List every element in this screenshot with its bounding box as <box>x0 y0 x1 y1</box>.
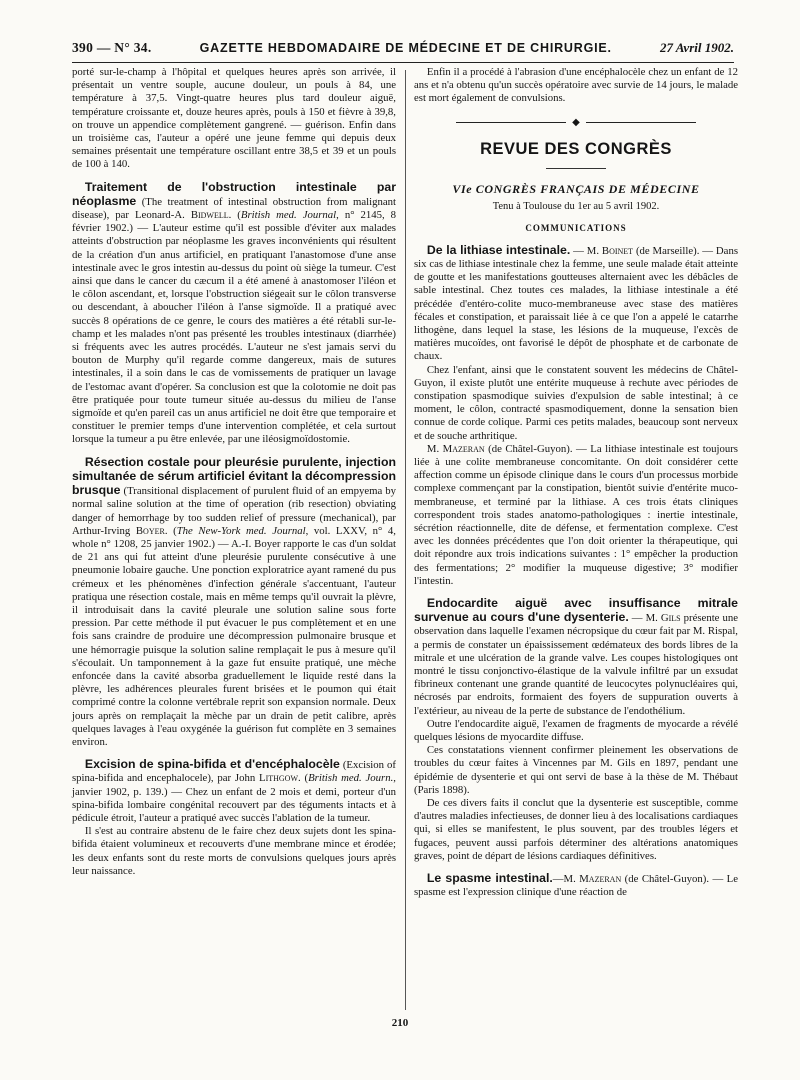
article-ref: (The treatment of intestinal obstruction from malignant disease), par Leonard-A. <box>72 195 396 222</box>
article-source: British med. Journal <box>240 209 337 222</box>
article-author: Lithgow <box>259 772 299 785</box>
article-source: British med. Journ. <box>308 772 394 785</box>
article-body: présente une observation dans laquelle l'examen nécropsique du cœur fait par M. Rispal, a permis de constater un épaississement œdémateux des bords libres de la mitrale et une ulcération de la grande valve. Les coupes histologiques ont montré le tissu conjonctivo-élastique de la valvule infiltré par un exsudat fibrineux contenant une grande quantité de leucocytes polynucléaires qui, nécrosés par endroits, formaient des foyers de suppuration ouverts à l'extérieur, au niveau de la perte de substance de l'endothélium. <box>414 612 739 717</box>
article-title: Le spasme intestinal. <box>426 871 553 886</box>
article-paragraph: Outre l'endocardite aiguë, l'examen de fragments de myocarde a révélé quelques lésions de myocardite diffuse. <box>414 717 738 744</box>
article-author: Bidwell <box>190 209 229 222</box>
article-body: A.-I. Boyer rapporte le cas d'un soldat de 21 ans qui fut atteint d'une pleurésie purulente consécutive à une pneumonie lobaire gauche. Une ponction exploratrice ayant ramené du pus crémeux et les phénomènes d'infection générale s'accentuant, l'auteur pratiqua une résection costale, mais en même temps qu'il ouvrait la plèvre, il introduisait dans la cavité pleurale une solution saline sous forte pression. Par cette méthode il put évacuer le pus complètement et en une fois sans craindre de produire une décompression pulmonaire brusque et une hémorragie puisque la solution saline remplaçait le pus à mesure qu'il s'écoulait. Un tamponnement à la gaze fut ensuite pratiqué, une mèche enfoncée dans la cavité absorba graduellement le liquide resté dans la plèvre, les adhérences pleurales furent brisées et le poumon qui était comprimé contre la colonne vertébrale reprit son expansion normale. Deux jours après on remplaçait la mèche par un drain de petit calibre, après quelques lavages à l'eau oxygénée la guérison fut complète en 3 semaines environ. <box>72 537 397 748</box>
article-endocardite <box>414 597 738 863</box>
article-ref: —M. <box>552 873 580 886</box>
article-source: The New-York med. Journal <box>176 524 306 537</box>
header-page-issue: 390 — N° 34. <box>72 40 152 55</box>
article-ref: — M. <box>628 612 661 625</box>
article-title: Endocardite aiguë avec insuffisance mitrale survenue au cours d'une dysenterie. <box>414 595 738 625</box>
article-title: Excision de spina-bifida et d'encéphalocèle <box>84 757 340 772</box>
right-column <box>414 66 738 899</box>
diamond-ornament-icon: ◆ <box>572 116 580 128</box>
article-ref: (Transitional displacement of purulent fluid of an empyema by normal saline solution at the time of operation (rib resection) obviating danger of hemorrhage by too sudden relief of pressure (mechanical), par Arthur-Irving <box>72 485 396 537</box>
left-column <box>72 66 396 878</box>
article-author: Boyer <box>135 524 165 537</box>
article-ref: . ( <box>298 772 309 785</box>
article-ref: (de Marseille). — <box>633 244 716 257</box>
article-title: Résection costale pour pleurésie purulente, injection simultanée de sérum artificiel évitant la décompression brusque <box>72 454 396 498</box>
congress-title: VIe CONGRÈS FRANÇAIS DE MÉDECINE <box>452 182 700 197</box>
article-spasme <box>414 872 738 899</box>
header-date: 27 Avril 1902. <box>659 40 734 55</box>
article-resection-costale <box>72 456 396 749</box>
left-intro: porté sur-le-champ à l'hôpital et quelques heures après son arrivée, il présentait un ventre souple, aucune douleur, un pouls à 84, une température à 37,5. Vingt-quatre heures plus tard douleur aiguë, température croissante et, douze heures après, pouls à 150 et fièvre à 39,8, on trouve un appendice complètement gangrené. — guérison. Enfin dans un troisième cas, l'auteur a opéré une jeune femme qui depuis deux semaines présentait une température oscillant entre 38,5 et 39 et un pouls de 100 à 140. <box>72 66 396 171</box>
congress-subtitle: Tenu à Toulouse du 1er au 5 avril 1902. <box>492 201 660 213</box>
article-title: Traitement de l'obstruction intestinale par néoplasme <box>72 179 396 208</box>
article-ref: . ( <box>228 209 241 222</box>
article-body: Chez un enfant de 2 mois et demi, porteur d'un spina-bifida lombaire congénital recouvert par des téguments intacts et à pédicule étroit, l'auteur a pratiqué avec succès l'ablation de la tumeur. <box>72 785 396 824</box>
article-spina-bifida <box>72 758 396 878</box>
article-paragraph: Ces constatations viennent confirmer pleinement les observations de troubles du cœur faites à Vincennes par M. Gils en 1897, pendant une épidémie de dysenterie et qui ont servi de base à la thèse de M. Thébaut (Paris 1898). <box>414 744 738 796</box>
article-paragraph: (de Châtel-Guyon). — La lithiase intestinale est toujours liée à une colite membraneuse concomitante. On doit considérer cette affection comme un épisode clinique dans le cours d'un processus morbide complexe commençant par la constipation, bientôt suivie d'entérite muco-membraneuse, et terminé par la lithiase. A ces trois états cliniques correspondent trois stades anatomo-pathologiques : inertie intestinale, sécrétion réactionnelle, dite de défense, et fermentation complexe. C'est avec les données précédentes que l'on doit orienter la thérapeutique, qui doit répondre aux trois indications suivantes : 1° empêcher la production des fermentations; 2° modifier la muqueuse digestive; 3° modifier l'intestin. <box>414 442 738 587</box>
article-lithiase: De la lithiase intestinale. — M. Boinet (de Marseille). — Dans six cas de lithiase intestinale chez la femme, une seule malade était atteinte de goutte et les manifestations goutteuses alternaient avec les débâcles de sable intestinal. Chez toutes ces malades, la lithiase intestinale a été précédée d'entéro-colite muco-membraneuse avec stase des matières fécales et constipation, et paraissait liée à ce que l'on a appelé le catarrhe lithogène, dans lequel la stase, les lésions de la muqueuse, l'excès de matières mucoïdes, ont favorisé le dépôt de phosphate et de carbonate de chaux. Chez l'enfant, ainsi que le constatent souvent les médecins de Châtel-Guyon, il existe plutôt une entérite muqueuse à rechute avec périodes de constipation spasmodique suivies d'expulsion de sable intestinal; à ce moment, le côlon, contracté spasmodiquement, donne la sensation bien connue de corde colique. Parmi ces petits malades, beaucoup sont nerveux et de souche arthritique. M. Mazeran (de Châtel-Guyon). — La lithiase intestinale est toujours liée à une colite membraneuse concomitante. On doit considérer cette affection comme un épisode clinique dans le cours d'un processus morbide complexe commençant par la constipation, bientôt suivie d'entérite muco-membraneuse, et terminé par la lithiase. A ces trois états cliniques correspondent trois stades anatomo-pathologiques : inertie intestinale, sécrétion réactionnelle, dite de défense, et fermentation complexe. C'est avec les données précédentes que l'on doit orienter la thérapeutique, qui doit répondre aux trois indications suivantes : 1° empêcher la production des fermentations; 2° modifier la muqueuse digestive; 3° modifier l'intestin. <box>414 242 738 587</box>
article-ref: (de Châtel-Guyon). — <box>621 873 727 886</box>
article-author: Gils <box>660 612 681 625</box>
article-body: Le spasme est l'expression clinique d'une réaction de <box>414 873 738 899</box>
article-ref: — M. <box>570 244 602 257</box>
article-ref: . ( <box>164 524 177 537</box>
article-body: L'auteur estime qu'il est possible d'éviter aux malades atteints d'obstruction par néoplasme les graves inconvénients qui résultent de la création d'un anus artificiel, en pratiquant l'anastomose d'une anse intestinale avec le gros intestin au-dessus du point où siège la tumeur. C'est ainsi que dans le cancer du cæcum il a été amené à anastomoser l'iléon et le côlon ascendant, et, lorsque l'obstruction siégeait sur le côlon transverse ou descendant, à aboucher l'iléon à l'anse sigmoïde. Il a pratiqué avec succès 8 opérations de ce genre, le cours des matières a été rétabli sur-le-champ et les malades n'ont pas présenté les troubles intestinaux (diarrhée) si fréquents avec les autres procédés. L'auteur ne s'est jamais servi du bouton de Murphy qu'il regarde comme dangereux, mais de sutures intestinales, il a soin dans le cas de vomissements de pratiquer un lavage de l'estomac avant d'opérer. Sa conclusion est que la colotomie ne doit pas être pratiquée pour toute tumeur située au-dessus du milieu de l'anse sigmoïde et qu'en pareil cas un anus artificiel ne doit être que temporaire et constituer le premier temps d'une intervention complétée, et cela surtout lorsque la tumeur a pu être enlevée, par une iléosigmoïdostomie. <box>72 222 396 446</box>
article-author: Boinet <box>601 244 634 257</box>
article-ref: , vol. LXXV, n° 4, whole n° 1208, 25 janvier 1902.) — <box>72 524 396 550</box>
article-paragraph: De ces divers faits il conclut que la dysenterie est susceptible, comme d'autres maladies infectieuses, de donner lieu à des localisations cardiaques qui, si elles se manifestent, le plus souvent, par des troubles légers et fugaces, peuvent aussi parfois déterminer des altérations anatomiques graves, point de départ de lésions cardiaques définitives. <box>414 797 738 862</box>
section-title: REVUE DES CONGRÈS <box>480 139 672 158</box>
running-header <box>72 40 734 63</box>
communications-heading: COMMUNICATIONS <box>525 222 627 233</box>
article-paragraph: Il s'est au contraire abstenu de le faire chez deux sujets dont les spina-bifida étaient volumineux et recouverts d'une membrane mince et érodée; les deux enfants sont du reste morts de convulsions quelques jours après leur naissance. <box>72 825 396 877</box>
article-author: Mazeran <box>579 873 622 886</box>
article-obstruction <box>72 181 396 447</box>
title-underline <box>546 168 606 169</box>
page-number: 210 <box>391 1017 409 1029</box>
journal-title: GAZETTE HEBDOMADAIRE DE MÉDECINE ET DE CHIRURGIE. <box>199 41 612 55</box>
article-ref: , janvier 1902, p. 139.) — <box>72 772 396 798</box>
article-ref: , n° 2145, 8 février 1902.) — <box>72 209 396 235</box>
article-paragraph: Chez l'enfant, ainsi que le constatent souvent les médecins de Châtel-Guyon, il existe plutôt une entérite muqueuse à rechute avec périodes de constipation spasmodique suivies d'expulsion de sable intestinal; à ce moment, le côlon, contracté spasmodiquement, donne la sensation bien connue de corde colique. Parmi ces petits malades, beaucoup sont nerveux et de souche arthritique. <box>414 363 738 442</box>
section-separator <box>414 116 738 129</box>
article-body: Dans six cas de lithiase intestinale chez la femme, une seule malade était atteinte de goutte et les manifestations goutteuses alternaient avec les débâcles de sable intestinal. Chez toutes ces malades, la lithiase intestinale a été précédée d'entéro-colite muco-membraneuse avec stase des matières fécales et constipation, et paraissait liée à ce que l'on a appelé le catarrhe lithogène, dans lequel la stase, les lésions de la muqueuse, l'excès de matières mucoïdes, ont favorisé le dépôt de phosphate et de carbonate de chaux. <box>414 244 738 363</box>
right-intro: Enfin il a procédé à l'abrasion d'une encéphalocèle chez un enfant de 12 ans et n'a obtenu qu'un succès opératoire avec survie de 14 jours, le malade est mort également de convulsions. <box>414 66 738 105</box>
column-divider <box>405 70 406 1010</box>
article-title: De la lithiase intestinale. <box>426 242 571 257</box>
article-ref: (Excision of spina-bifida and encephalocele), par John <box>72 759 396 785</box>
article-author: Mazeran <box>442 442 485 455</box>
